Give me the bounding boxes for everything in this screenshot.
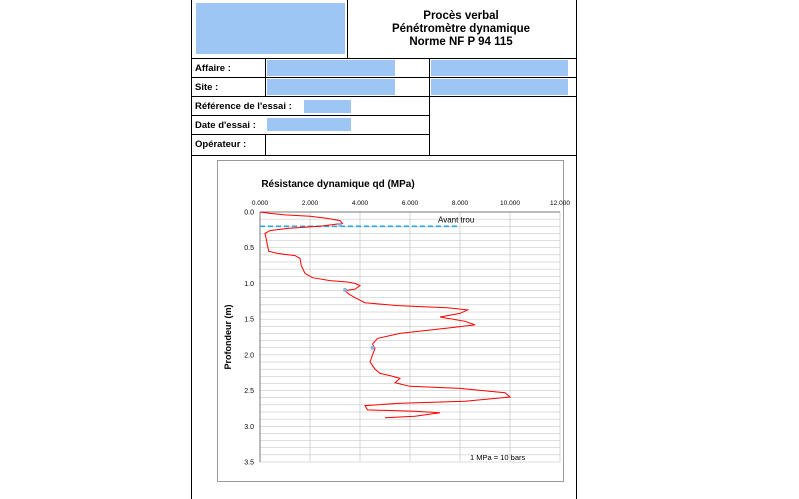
operateur-label: Opérateur : (195, 139, 247, 150)
date-label: Date d'essai : (195, 120, 256, 131)
row-line (192, 96, 576, 97)
affaire-value (267, 60, 395, 76)
x-tick-label: 2.000 (301, 200, 319, 207)
reference-line-label: Avant trou (438, 215, 475, 225)
row-line (192, 58, 576, 59)
title-line-1: Procès verbal (423, 10, 499, 22)
row-line (192, 77, 576, 78)
report-sheet (191, 0, 577, 499)
y-tick-label: 3.0 (244, 423, 254, 431)
x-tick-label: 8.000 (451, 200, 469, 207)
chart-frame (217, 160, 570, 482)
col-line (265, 134, 266, 155)
report-title (346, 10, 576, 49)
unit-note: 1 MPa = 10 bars (470, 453, 526, 462)
x-tick-label: 6.000 (401, 200, 419, 207)
site-value (267, 79, 395, 95)
data-point-marker (371, 346, 375, 350)
curve-markers (338, 223, 375, 350)
title-line-3: Norme NF P 94 115 (409, 36, 513, 48)
row-line (192, 134, 429, 135)
y-tick-label: 0.0 (244, 209, 254, 217)
y-tick-label: 2.0 (244, 352, 254, 360)
redacted-logo (196, 3, 345, 54)
data-point-marker (343, 288, 347, 292)
y-tick-label: 0.5 (244, 245, 254, 253)
x-tick-label: 12.000 (550, 200, 570, 207)
y-tick-label: 1.5 (244, 316, 254, 324)
y-tick-label: 3.5 (244, 459, 254, 467)
title-line-2: Pénétromètre dynamique (391, 23, 531, 35)
affaire-label: Affaire : (195, 63, 231, 74)
resistance-curve (260, 212, 510, 418)
site-label: Site : (195, 82, 219, 93)
col-line (429, 58, 430, 155)
data-point-marker (338, 223, 342, 227)
penetration-chart (218, 161, 570, 481)
y-axis-label: Profondeur (m) (223, 304, 233, 370)
x-tick-label: 10.000 (500, 200, 520, 207)
col-line (265, 58, 266, 96)
chart-title: Résistance dynamique qd (MPa) (261, 179, 415, 190)
y-tick-label: 1.0 (244, 280, 254, 288)
affaire-value-right (431, 60, 568, 76)
date-value (267, 118, 351, 131)
reference-value (304, 100, 351, 113)
chart-grid (260, 212, 560, 462)
y-tick-label: 2.5 (244, 388, 254, 396)
x-tick-label: 0.000 (251, 200, 269, 207)
reference-label: Référence de l'essai : (195, 101, 292, 112)
row-line (192, 115, 429, 116)
site-value-right (431, 79, 568, 95)
row-line (192, 155, 576, 156)
x-tick-label: 4.000 (351, 200, 369, 207)
